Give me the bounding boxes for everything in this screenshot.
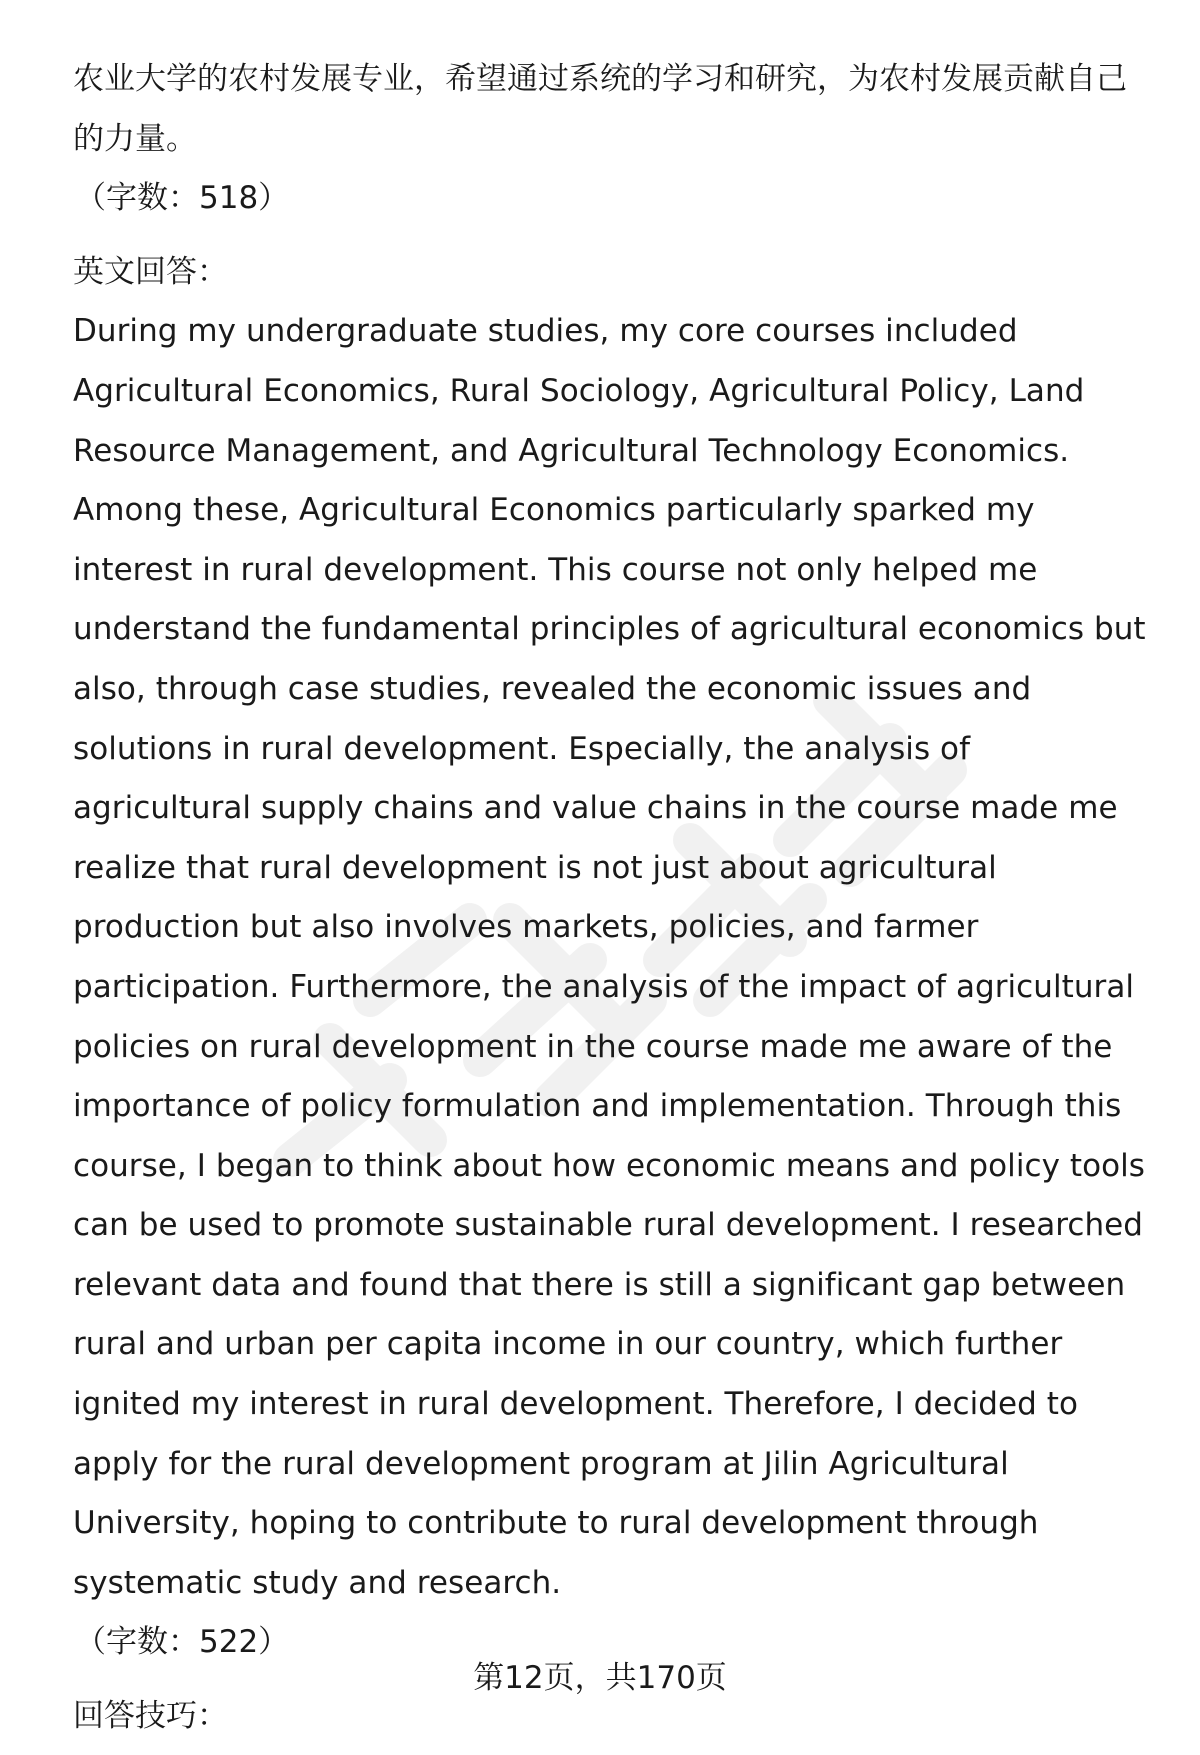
answer-tips-heading: 回答技巧： xyxy=(73,1698,228,1735)
document-page xyxy=(73,50,1153,1747)
chinese-answer-tail: 农业大学的农村发展专业，希望通过系统的学习和研究，为农村发展贡献自己的力量。 xyxy=(73,61,1127,157)
english-answer-heading: 英文回答： xyxy=(73,253,228,290)
chinese-word-count: （字数：518） xyxy=(75,180,290,217)
english-word-count: （字数：522） xyxy=(75,1624,290,1661)
english-answer-text: During my undergraduate studies, my core courses included Agricultural Economics, Rural Sociology, Agricultural Policy, Land Resource Management, and Agricultural Technology Economics. Among these, Agricultural Economics particularly sparked my interest in rural development. This course not only helped me understand the fundamental principles of agricultural economics but also, through case studies, revealed the economic issues and solutions in rural development. Especially, the analysis of agricultural supply chains and value chains in the course made me realize that rural development is not just about agricultural production but also involves markets, policies, and farmer participation. Furthermore, the analysis of the impact of agricultural policies on rural development in the course made me aware of the importance of policy formulation and implementation. Through this course, I began to think about how economic means and policy tools can be used to promote sustainable rural development. I researched relevant data and found that there is still a significant gap between rural and urban per capita income in our country, which further ignited my interest in rural development. Therefore, I decided to apply for the rural development program at Jilin Agricultural University, hoping to contribute to rural development through systematic study and research. xyxy=(73,313,1146,1601)
spacer xyxy=(73,229,1153,243)
page-number-footer: 第12页，共170页 xyxy=(473,1660,727,1696)
